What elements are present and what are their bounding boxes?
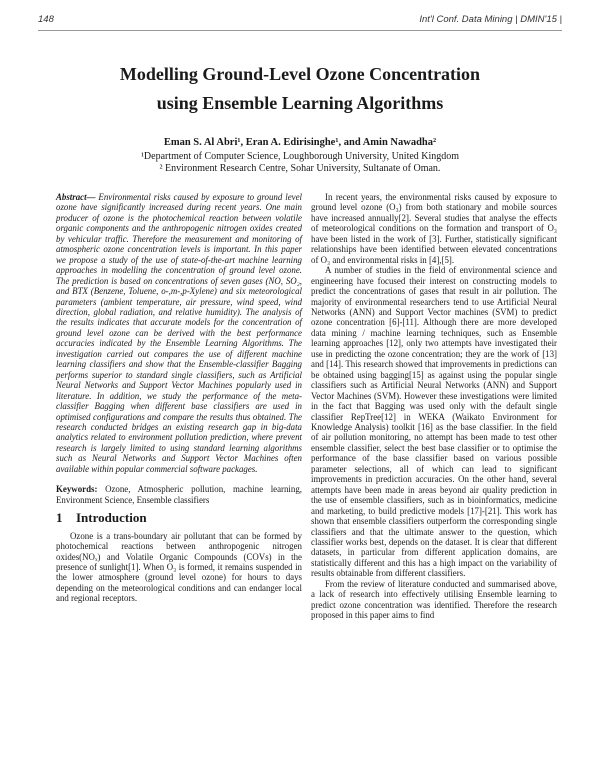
section-number: 1 bbox=[56, 510, 63, 526]
paragraph: In recent years, the environmental risks caused by exposure to ground level ozone (O₃) from both stationary and mobile sources have increased annually[2]. Several studies that analyse the effects of meteorological conditions on the formation and transport of O₃ have been listed in the work of [3]. Further, statistically significant relationships have been identified between elevated concentrations of O₃ and environmental risks in [4],[5]. bbox=[311, 192, 557, 265]
paragraph: A number of studies in the field of environmental science and engineering have focused their interest on constructing models to predict the concentrations of gases that result in air pollution. The majority of environmental researchers tend to use Artificial Neural Networks (ANN) and Support Vector machines (SVM) to predict ozone concentration [6]-[11]. Although there are more developed data mining / machine learning techniques, such as Ensemble learning approaches [12], only two attempts have investigated their use in predicting the ozone concentration; they are the work of [13] and [14]. This research showed that improvements in predictions can be obtained using bagging[15] as against using the popular single classifiers such as Artificial Neural Networks (ANN) and Support Vector Machines (SVM). However these investigations were limited in the fact that Bagging was used only with the default single classifier RepTree[12] in WEKA (Waikato Environment for Knowledge Analysis) toolkit [16] as the base classifier. In the field of air pollution monitoring, no attempt has been made to test other ensemble classifier, select the best base classifier or to optimise the performance of the base classifier based on various possible parameter selections, all of which can lead to significant improvements in prediction accuracies. On the other hand, several attempts have been made in areas beyond air quality prediction in the use of ensemble classifiers, such as in bioinformatics, medicine and marketing, to build predictive models [17]-[21]. This work has shown that ensemble classifiers outperform the corresponding single classifiers and that the ultimate answer to the question, which classifier works best, depends on the dataset. It is clear that different datasets, in particular from different application domains, are statistically different and this has a high impact on the variability of results obtainable from different classifiers. bbox=[311, 265, 557, 579]
header-divider bbox=[38, 30, 562, 31]
abstract-label: Abstract— bbox=[56, 192, 96, 202]
keywords-text: Ozone, Atmospheric pollution, machine learning, Environment Science, Ensemble classifiers bbox=[56, 484, 302, 505]
affiliations bbox=[40, 151, 560, 175]
section-heading-introduction bbox=[56, 510, 302, 526]
right-column bbox=[311, 192, 557, 621]
keywords bbox=[56, 484, 302, 505]
paper-title bbox=[40, 60, 560, 118]
keywords-label: Keywords: bbox=[56, 484, 98, 495]
title-line-1: Modelling Ground-Level Ozone Concentration bbox=[119, 64, 481, 84]
abstract bbox=[56, 192, 302, 474]
page-number: 148 bbox=[38, 14, 54, 25]
author-list: Eman S. Al Abri¹, Eran A. Edirisinghe¹, and Amin Nawadha² bbox=[163, 137, 437, 148]
section-title: Introduction bbox=[76, 510, 147, 526]
paragraph: Ozone is a trans-boundary air pollutant that can be formed by photochemical reactions between anthropogenic nitrogen oxides(NOₓ) and Volatile Organic Compounds (COVs) in the presence of sunlight[1]. When O₃ is formed, it remains suspended in the lower atmosphere (ground level ozone) for hours to days depending on the meteorological conditions and can endanger local and regional receptors. bbox=[56, 530, 302, 604]
running-header bbox=[38, 14, 562, 28]
title-line-2: using Ensemble Learning Algorithms bbox=[156, 93, 444, 113]
abstract-text: Environmental risks caused by exposure to ground level ozone have significantly increased during recent years. One main producer of ozone is the photochemical reaction between volatile organic components and the anthropogenic nitrogen oxides created by vehicular traffic. Therefore the measurement and monitoring of atmospheric ozone concentration levels is important. In this paper we propose a study of the use of state-of-the-art machine learning approaches in modelling the concentration of ground level ozone. The prediction is based on concentrations of seven gases (NO, SO₂, and BTX (Benzene, Toluene, o-,m-,p-Xylene) and six meteorological parameters (ambient temperature, air pressure, wind speed, wind direction, global radiation, and relative humidity). The analysis of the results indicates that accurate models for the concentration of ground level ozone can be derived with the best performance accuracies indicated by the Ensemble Learning Algorithms. The investigation carried out compares the use of different machine learning classifiers and show that the Ensemble-classifier Bagging performs superior to standard single classifiers, such as Artificial Neural Networks and Support Vector Machines popularly used in literature. In addition, we study the performance of the meta-classifier Bagging when different base classifiers are used in optimised configurations and compare the results thus obtained. The research conducted bridges an existing research gap in big-data analytics related to environment pollution prediction, where prevent research is largely limited to using standard learning algorithms such as Neural Networks and Support Vector Machines often available within popular commercial software packages. bbox=[56, 192, 302, 474]
affiliation-1: ¹Department of Computer Science, Loughborough University, United Kingdom bbox=[140, 151, 460, 162]
affiliation-2: ² Environment Research Centre, Sohar University, Sultanate of Oman. bbox=[159, 163, 441, 174]
left-column bbox=[56, 192, 302, 604]
paragraph: From the review of literature conducted and summarised above, a lack of research into effectively utilising Ensemble learning to predict ozone concentration was identified. Therefore the research proposed in this paper aims to find bbox=[311, 578, 557, 621]
journal-name: Int'l Conf. Data Mining | DMIN'15 | bbox=[419, 14, 562, 25]
